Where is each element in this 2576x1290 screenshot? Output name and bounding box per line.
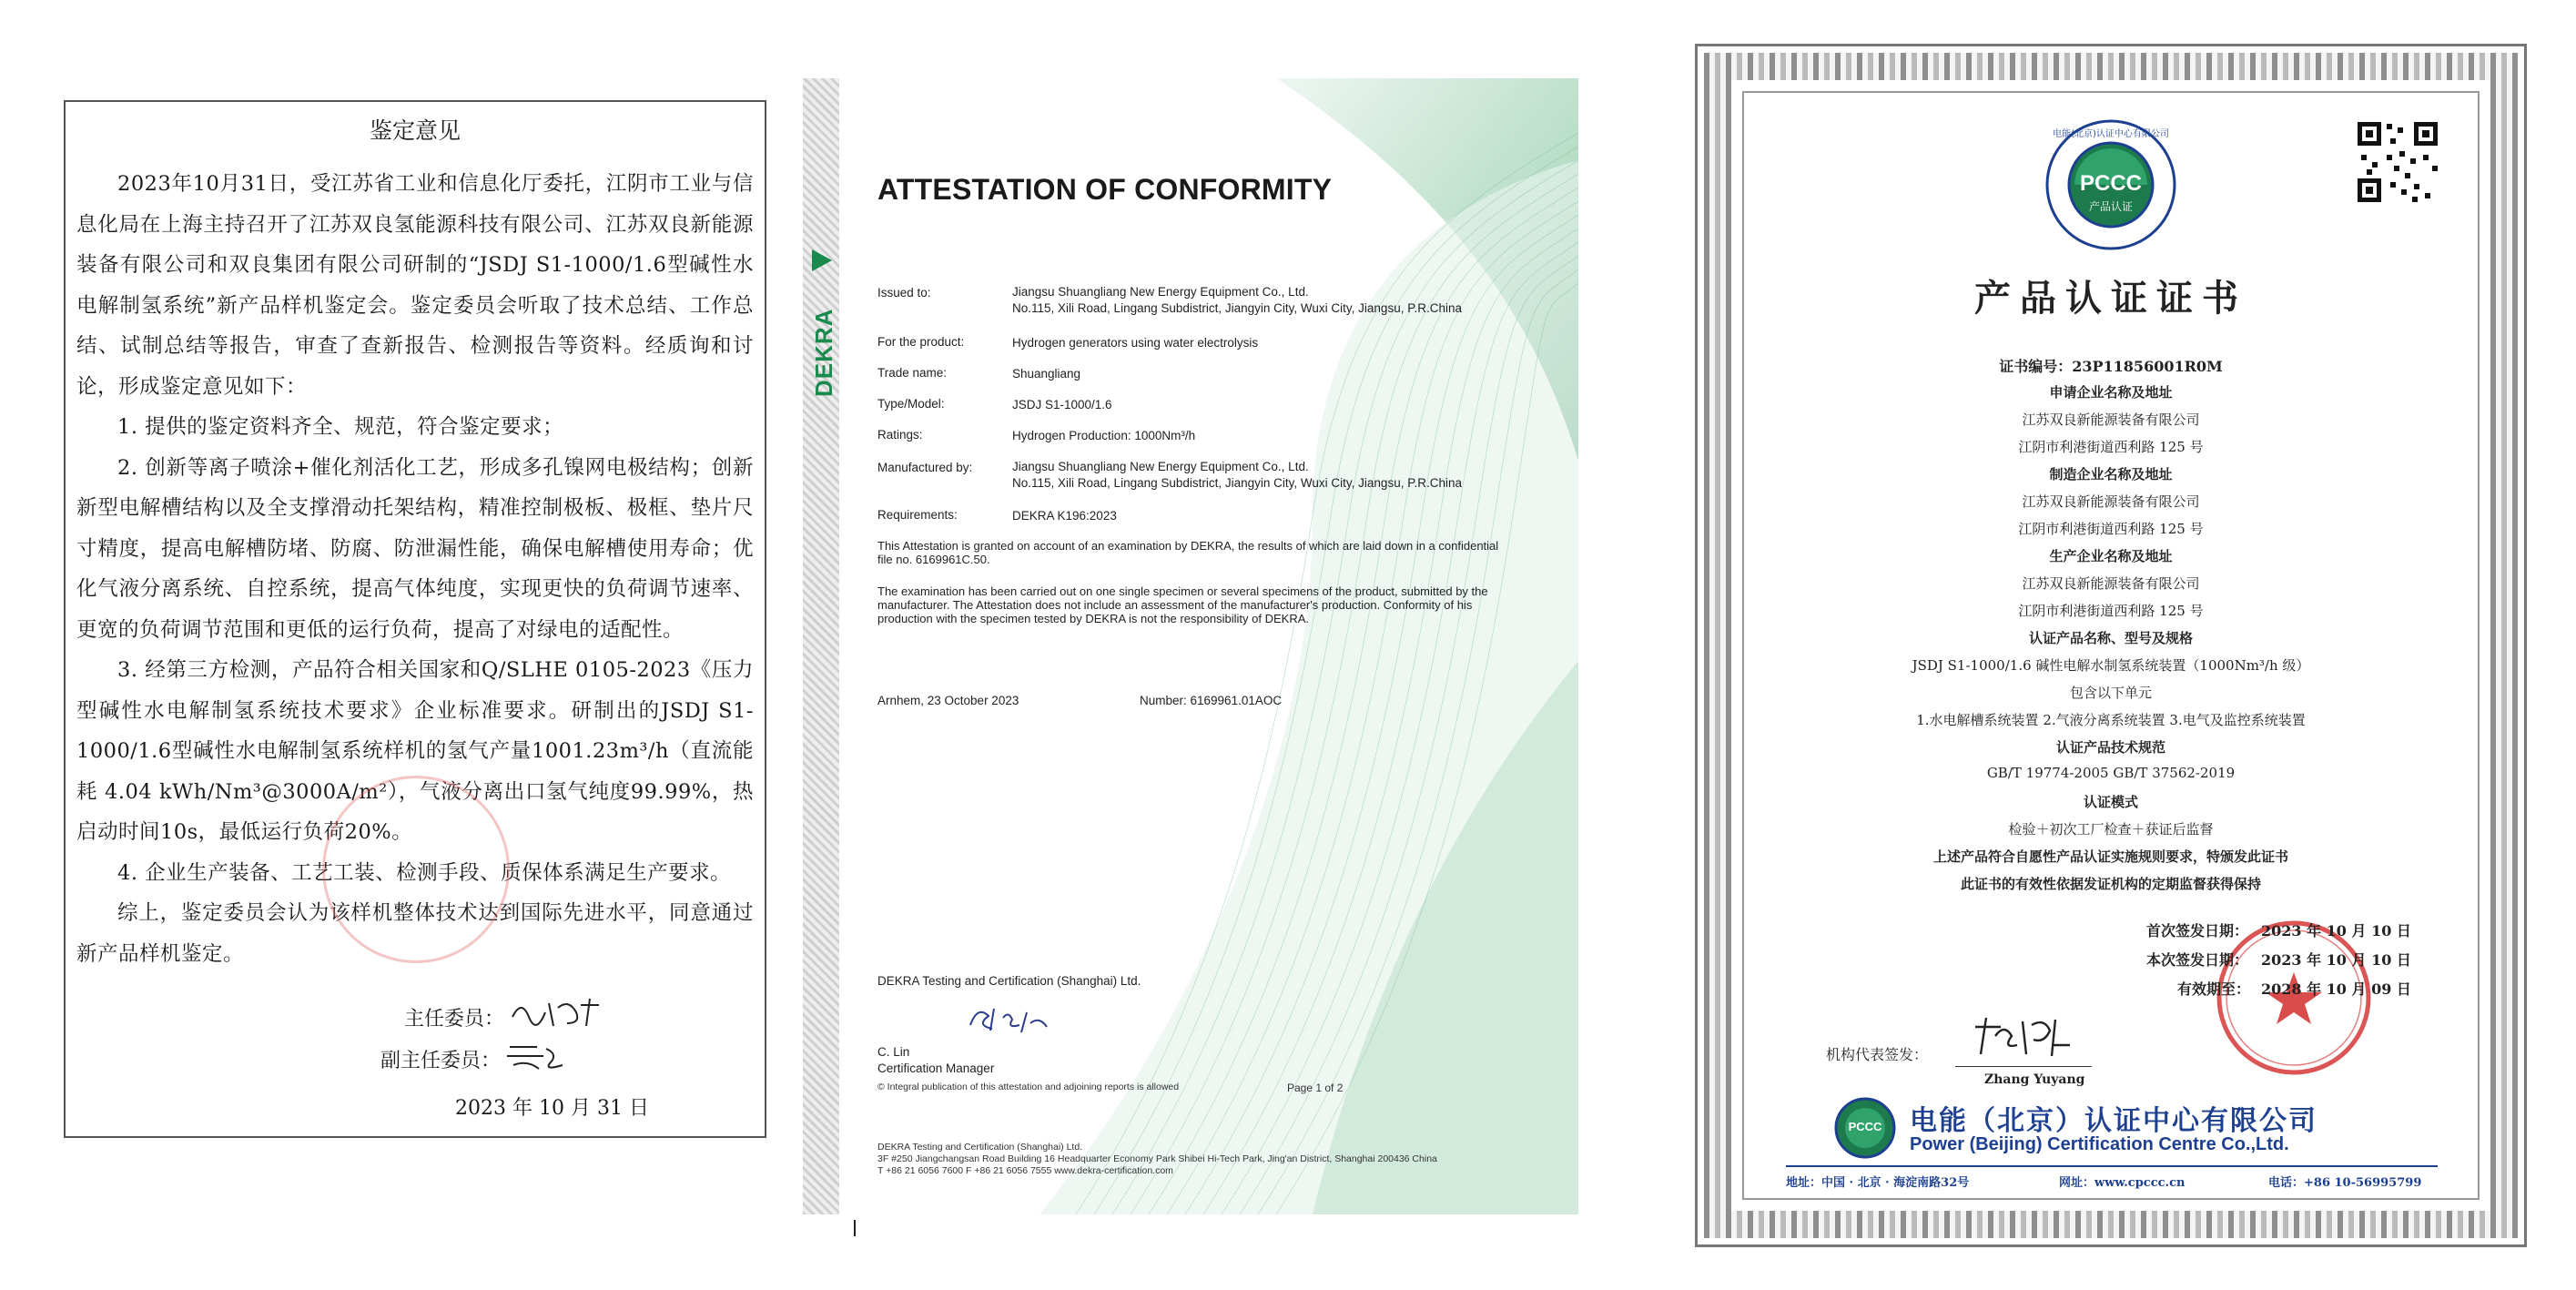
- appraisal-paragraph: 3. 经第三方检测，产品符合相关国家和Q/SLHE 0105-2023《压力型碱性水电解制氢系统技术要求》企业标准要求。研制出的JSDJ S1-1000/1.6型碱性水电解制氢系统样机的氢气产量1001.23m³/h（直流能耗 4.04 kWh/Nm³@3000A/m²），气液分离出口氢气纯度99.99%，热启动时间10s，最低运行负荷20%。: [76, 658, 754, 844]
- company-address: 江阴市利港街道西利路 125 号: [2018, 521, 2204, 537]
- field-value: Shuangliang: [1012, 367, 1081, 381]
- qr-code: [2354, 118, 2441, 206]
- seal-text: PCCC: [2079, 171, 2142, 196]
- place-date: Arnhem, 23 October 2023: [877, 694, 1019, 707]
- field-value: Hydrogen generators using water electrolysis: [1012, 336, 1259, 350]
- faint-seal-stamp: [322, 776, 510, 963]
- attestation-paragraph: This Attestation is granted on account of an examination by DEKRA, the results of which are laid down in a confidential file no. 6169961C.50.: [877, 539, 1499, 566]
- conformity-statement: 上述产品符合自愿性产品认证实施规则要求，特颁发此证书: [1932, 848, 2288, 865]
- field-value: JSDJ S1-1000/1.6: [1012, 398, 1112, 411]
- field-label: Issued to:: [877, 286, 931, 300]
- field-label: Trade name:: [877, 366, 948, 380]
- certification-mode: 检验＋初次工厂检查＋获证后监督: [2008, 821, 2214, 838]
- appraisal-paragraph: 1. 提供的鉴定资料齐全、规范，符合鉴定要求；: [117, 415, 564, 439]
- field-value-line2: No.115, Xili Road, Lingang Subdistrict, Jiangyin City, Wuxi City, Jiangsu, P.R.China: [1012, 301, 1462, 315]
- vice-chair-label: 副主任委员：: [380, 1050, 502, 1072]
- field-value: DEKRA K196:2023: [1012, 509, 1117, 523]
- signer-signature: [963, 998, 1072, 1043]
- appraisal-paragraph: 2. 创新等离子喷涂+催化剂活化工艺，形成多孔镍网电极结构；创新新型电解槽结构以及全支撑滑动托架结构，精准控制极板、极框、垫片尺寸精度，提高电解槽防堵、防腐、防泄漏性能，确保电解槽使用寿命；优化气液分离系统、自控系统，提高气体纯度，实现更快的负荷调节速率、更宽的负荷调节范围和更低的运行负荷，提高了对绿电的适配性。: [76, 455, 754, 642]
- chair-label: 主任委员：: [404, 1008, 505, 1031]
- product-includes: 包含以下单元: [2069, 685, 2152, 701]
- cursor-mark: [854, 1220, 856, 1236]
- field-label: For the product:: [877, 335, 965, 349]
- section-heading: 申请企业名称及地址: [2049, 384, 2173, 401]
- date-label: 本次签发日期：: [2146, 951, 2249, 969]
- section-heading: 认证产品技术规范: [2055, 739, 2165, 756]
- section-heading: 生产企业名称及地址: [2049, 548, 2173, 564]
- product-name: JSDJ S1-1000/1.6 碱性电解水制氢系统装置（1000Nm³/h 级）: [1912, 657, 2310, 674]
- company-name: 江苏双良新能源装备有限公司: [2022, 411, 2200, 428]
- footer-company: DEKRA Testing and Certification (Shanghai) Ltd.: [877, 1142, 1083, 1153]
- section-heading: 制造企业名称及地址: [2049, 466, 2173, 482]
- footer-logo-text: PCCC: [1848, 1120, 1882, 1133]
- company-name: 江苏双良新能源装备有限公司: [2022, 493, 2200, 510]
- representative-name: Zhang Yuyang: [1984, 1072, 2085, 1087]
- attestation-number: Number: 6169961.01AOC: [1140, 694, 1283, 707]
- company-name: 江苏双良新能源装备有限公司: [2022, 575, 2200, 592]
- green-wave-background: [803, 78, 1578, 1214]
- dekra-brand: DEKRA: [810, 308, 837, 397]
- issuer-name: DEKRA Testing and Certification (Shanghai) Ltd.: [877, 974, 1141, 988]
- date-value: 2023 年 10 月 10 日: [2261, 951, 2411, 969]
- appraisal-paragraph: 4. 企业生产装备、工艺工装、检测手段、质保体系满足生产要求。: [117, 860, 732, 885]
- issuing-organization-cn: 电能（北京）认证中心有限公司: [1910, 1105, 2317, 1137]
- field-label: Ratings:: [877, 428, 923, 442]
- field-label: Requirements:: [877, 508, 958, 522]
- section-heading: 认证模式: [2083, 794, 2138, 810]
- chair-signature: [508, 994, 608, 1031]
- section-heading: 认证产品名称、型号及规格: [2028, 630, 2193, 646]
- field-value: Jiangsu Shuangliang New Energy Equipment Co., Ltd.: [1012, 460, 1309, 473]
- company-address: 江阴市利港街道西利路 125 号: [2018, 439, 2204, 455]
- signature-line: [1955, 1066, 2092, 1067]
- signer-title: Certification Manager: [877, 1061, 995, 1075]
- org-phone: 电话：+86 10-56995799: [2268, 1176, 2422, 1190]
- appraisal-paragraph: 综上，鉴定委员会认为该样机整体技术达到国际先进水平，同意通过新产品样机鉴定。: [76, 901, 754, 966]
- company-address: 江阴市利港街道西利路 125 号: [2018, 603, 2204, 619]
- field-value-line2: No.115, Xili Road, Lingang Subdistrict, Jiangyin City, Wuxi City, Jiangsu, P.R.China: [1012, 476, 1462, 490]
- issuing-organization-en: Power (Beijing) Certification Centre Co.,Ltd.: [1910, 1134, 2289, 1154]
- field-value: Hydrogen Production: 1000Nm³/h: [1012, 429, 1196, 442]
- dekra-attestation-document: [803, 78, 1578, 1214]
- validity-statement: 此证书的有效性依据发证机构的定期监督获得保持: [1960, 876, 2261, 892]
- technical-standards: GB/T 19774-2005 GB/T 37562-2019: [1986, 765, 2236, 781]
- appraisal-opinion-document: [64, 100, 766, 1138]
- date-label: 首次签发日期：: [2146, 922, 2249, 940]
- attestation-title: ATTESTATION OF CONFORMITY: [877, 173, 1333, 206]
- date-value: 2028 年 10 月 09 日: [2261, 980, 2411, 998]
- seal-subtext: 产品认证: [2088, 200, 2133, 213]
- field-label: Manufactured by:: [877, 461, 973, 474]
- representative-label: 机构代表签发：: [1826, 1046, 1929, 1063]
- publication-note: © Integral publication of this attestation and adjoining reports is allowed: [877, 1082, 1180, 1092]
- certificate-number: 证书编号：23P11856001R0M: [1999, 358, 2223, 375]
- footer-address: 3F #250 Jiangchangsan Road Building 16 Headquarter Economy Park Shibei Hi-Tech Park, Jing'an District, Shanghai 200436 China: [877, 1153, 1437, 1164]
- org-address: 地址：中国 · 北京 · 海淀南路32号: [1786, 1176, 1970, 1190]
- field-value: Jiangsu Shuangliang New Energy Equipment Co., Ltd.: [1012, 285, 1309, 299]
- field-label: Type/Model:: [877, 397, 945, 411]
- date-label: 有效期至：: [2177, 980, 2251, 998]
- seal-ring-text: 电能(北京)认证中心有限公司: [2053, 129, 2169, 139]
- attestation-paragraph: The examination has been carried out on one single specimen or several specimens of the product, submitted by the manufacturer. The Attestation does not include an assessment of the manufacturer's production. Conformity of his production with the specimen tested by DEKRA is not the responsibility of DEKRA.: [877, 584, 1488, 625]
- dekra-triangle-icon: [808, 242, 836, 279]
- org-website: 网址：www.cpccc.cn: [2059, 1176, 2186, 1190]
- product-units: 1.水电解槽系统装置 2.气液分离系统装置 3.电气及监控系统装置: [1916, 712, 2306, 728]
- signer-name: C. Lin: [877, 1045, 910, 1059]
- page-number: Page 1 of 2: [1287, 1082, 1344, 1094]
- date-value: 2023 年 10 月 10 日: [2261, 922, 2411, 940]
- footer-divider: [1786, 1165, 2438, 1167]
- pccc-product-certificate: [1695, 44, 2527, 1247]
- dekra-side-logo: [808, 242, 836, 406]
- appraisal-paragraph: 2023年10月31日，受江苏省工业和信息化厅委托，江阴市工业与信息化局在上海主持召开了江苏双良氢能源科技有限公司、江苏双良新能源装备有限公司和双良集团有限公司研制的“JSDJ S1-1000/1.6型碱性水电解制氢系统”新产品样机鉴定会。鉴定委员会听取了技术总结、工作总结、试制总结等报告，审查了查新报告、检测报告等资料。经质询和讨论，形成鉴定意见如下：: [76, 172, 754, 399]
- appraisal-date: 2023 年 10 月 31 日: [455, 1097, 649, 1120]
- appraisal-title: 鉴定意见: [369, 117, 461, 144]
- representative-signature: [1968, 1009, 2077, 1063]
- certificate-title: 产品认证证书: [1974, 277, 2247, 320]
- vice-chair-signature: [502, 1040, 575, 1072]
- footer-contact: T +86 21 6056 7600 F +86 21 6056 7555 www.dekra-certification.com: [877, 1165, 1173, 1176]
